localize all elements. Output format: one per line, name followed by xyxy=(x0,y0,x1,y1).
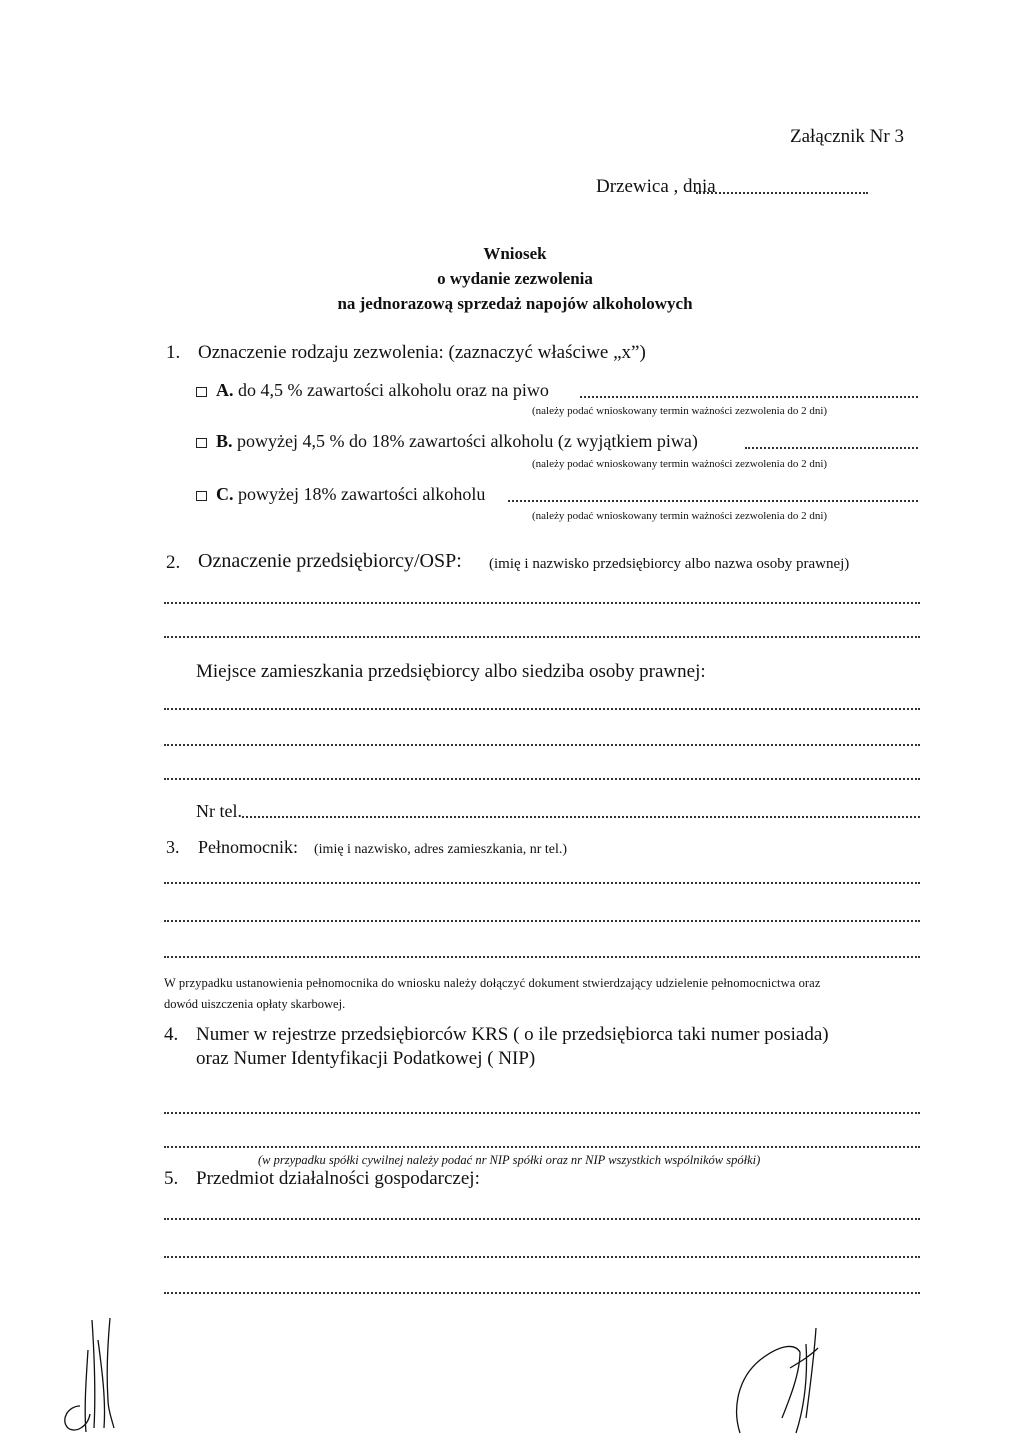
option-c-field[interactable] xyxy=(508,500,918,502)
residence-line-3[interactable] xyxy=(164,778,920,780)
section-2-heading: Oznaczenie przedsiębiorcy/OSP: xyxy=(198,550,462,572)
date-field[interactable] xyxy=(696,192,868,194)
proxy-line-2[interactable] xyxy=(164,920,920,922)
phone-label: Nr tel. xyxy=(196,801,242,821)
section-3-number: 3. xyxy=(166,837,180,857)
option-b-note: (należy podać wnioskowany termin ważności zezwolenia do 2 dni) xyxy=(532,458,828,470)
option-b-letter: B. xyxy=(216,431,233,451)
section-3-hint: (imię i nazwisko, adres zamieszkania, nr tel.) xyxy=(314,842,568,857)
section-4-note: (w przypadku spółki cywilnej należy podać nr NIP spółki oraz nr NIP wszystkich wspólników spółki) xyxy=(258,1153,761,1167)
section-4-number: 4. xyxy=(164,1024,179,1045)
section-5-number: 5. xyxy=(164,1168,179,1189)
place-date-label: Drzewica , dnia xyxy=(596,176,716,197)
krs-nip-line-1[interactable] xyxy=(164,1112,920,1114)
option-c xyxy=(216,484,485,505)
option-a-text: do 4,5 % zawartości alkoholu oraz na piwo xyxy=(238,380,549,400)
option-b-text: powyżej 4,5 % do 18% zawartości alkoholu (z wyjątkiem piwa) xyxy=(237,431,698,451)
checkbox-a[interactable] xyxy=(196,387,207,397)
section-4-line-2: oraz Numer Identyfikacji Podatkowej ( NIP) xyxy=(196,1048,536,1069)
section-2-hint: (imię i nazwisko przedsiębiorcy albo nazwa osoby prawnej) xyxy=(489,556,850,572)
proxy-line-1[interactable] xyxy=(164,882,920,884)
krs-nip-line-2[interactable] xyxy=(164,1146,920,1148)
form-subtitle-2: na jednorazową sprzedaż napojów alkoholowych xyxy=(337,294,693,313)
section-1-heading: Oznaczenie rodzaju zezwolenia: (zaznaczyć właściwe „x”) xyxy=(198,342,646,363)
entrepreneur-name-line-1[interactable] xyxy=(164,602,920,604)
section-3-heading: Pełnomocnik: xyxy=(198,837,298,857)
phone-field[interactable] xyxy=(242,816,920,818)
right-signature xyxy=(720,1318,840,1438)
residence-line-2[interactable] xyxy=(164,744,920,746)
option-a xyxy=(216,380,549,401)
activity-line-3[interactable] xyxy=(164,1292,920,1294)
left-signature xyxy=(50,1310,140,1440)
checkbox-b[interactable] xyxy=(196,438,207,448)
section-5-heading: Przedmiot działalności gospodarczej: xyxy=(196,1168,480,1189)
residence-line-1[interactable] xyxy=(164,708,920,710)
activity-line-2[interactable] xyxy=(164,1256,920,1258)
proxy-note-line-1: W przypadku ustanowienia pełnomocnika do wniosku należy dołączyć dokument stwierdzający udzielenie pełnomocnictwa oraz xyxy=(164,976,821,990)
form-title: Wniosek xyxy=(483,244,547,263)
attachment-number: Załącznik Nr 3 xyxy=(790,126,904,147)
option-b xyxy=(216,431,698,452)
proxy-note-line-2: dowód uiszczenia opłaty skarbowej. xyxy=(164,997,346,1011)
option-c-note: (należy podać wnioskowany termin ważności zezwolenia do 2 dni) xyxy=(532,510,828,522)
option-a-note: (należy podać wnioskowany termin ważności zezwolenia do 2 dni) xyxy=(532,405,828,417)
checkbox-c[interactable] xyxy=(196,491,207,501)
activity-line-1[interactable] xyxy=(164,1218,920,1220)
option-b-field[interactable] xyxy=(745,447,918,449)
option-c-text: powyżej 18% zawartości alkoholu xyxy=(238,484,486,504)
proxy-line-3[interactable] xyxy=(164,956,920,958)
residence-label: Miejsce zamieszkania przedsiębiorcy albo siedziba osoby prawnej: xyxy=(196,661,706,682)
option-c-letter: C. xyxy=(216,484,234,504)
option-a-letter: A. xyxy=(216,380,234,400)
entrepreneur-name-line-2[interactable] xyxy=(164,636,920,638)
form-subtitle-1: o wydanie zezwolenia xyxy=(437,269,593,288)
section-4-line-1: Numer w rejestrze przedsiębiorców KRS ( o ile przedsiębiorca taki numer posiada) xyxy=(196,1024,829,1045)
section-2-number: 2. xyxy=(166,552,181,573)
option-a-field[interactable] xyxy=(580,396,918,398)
section-1-number: 1. xyxy=(166,342,181,363)
